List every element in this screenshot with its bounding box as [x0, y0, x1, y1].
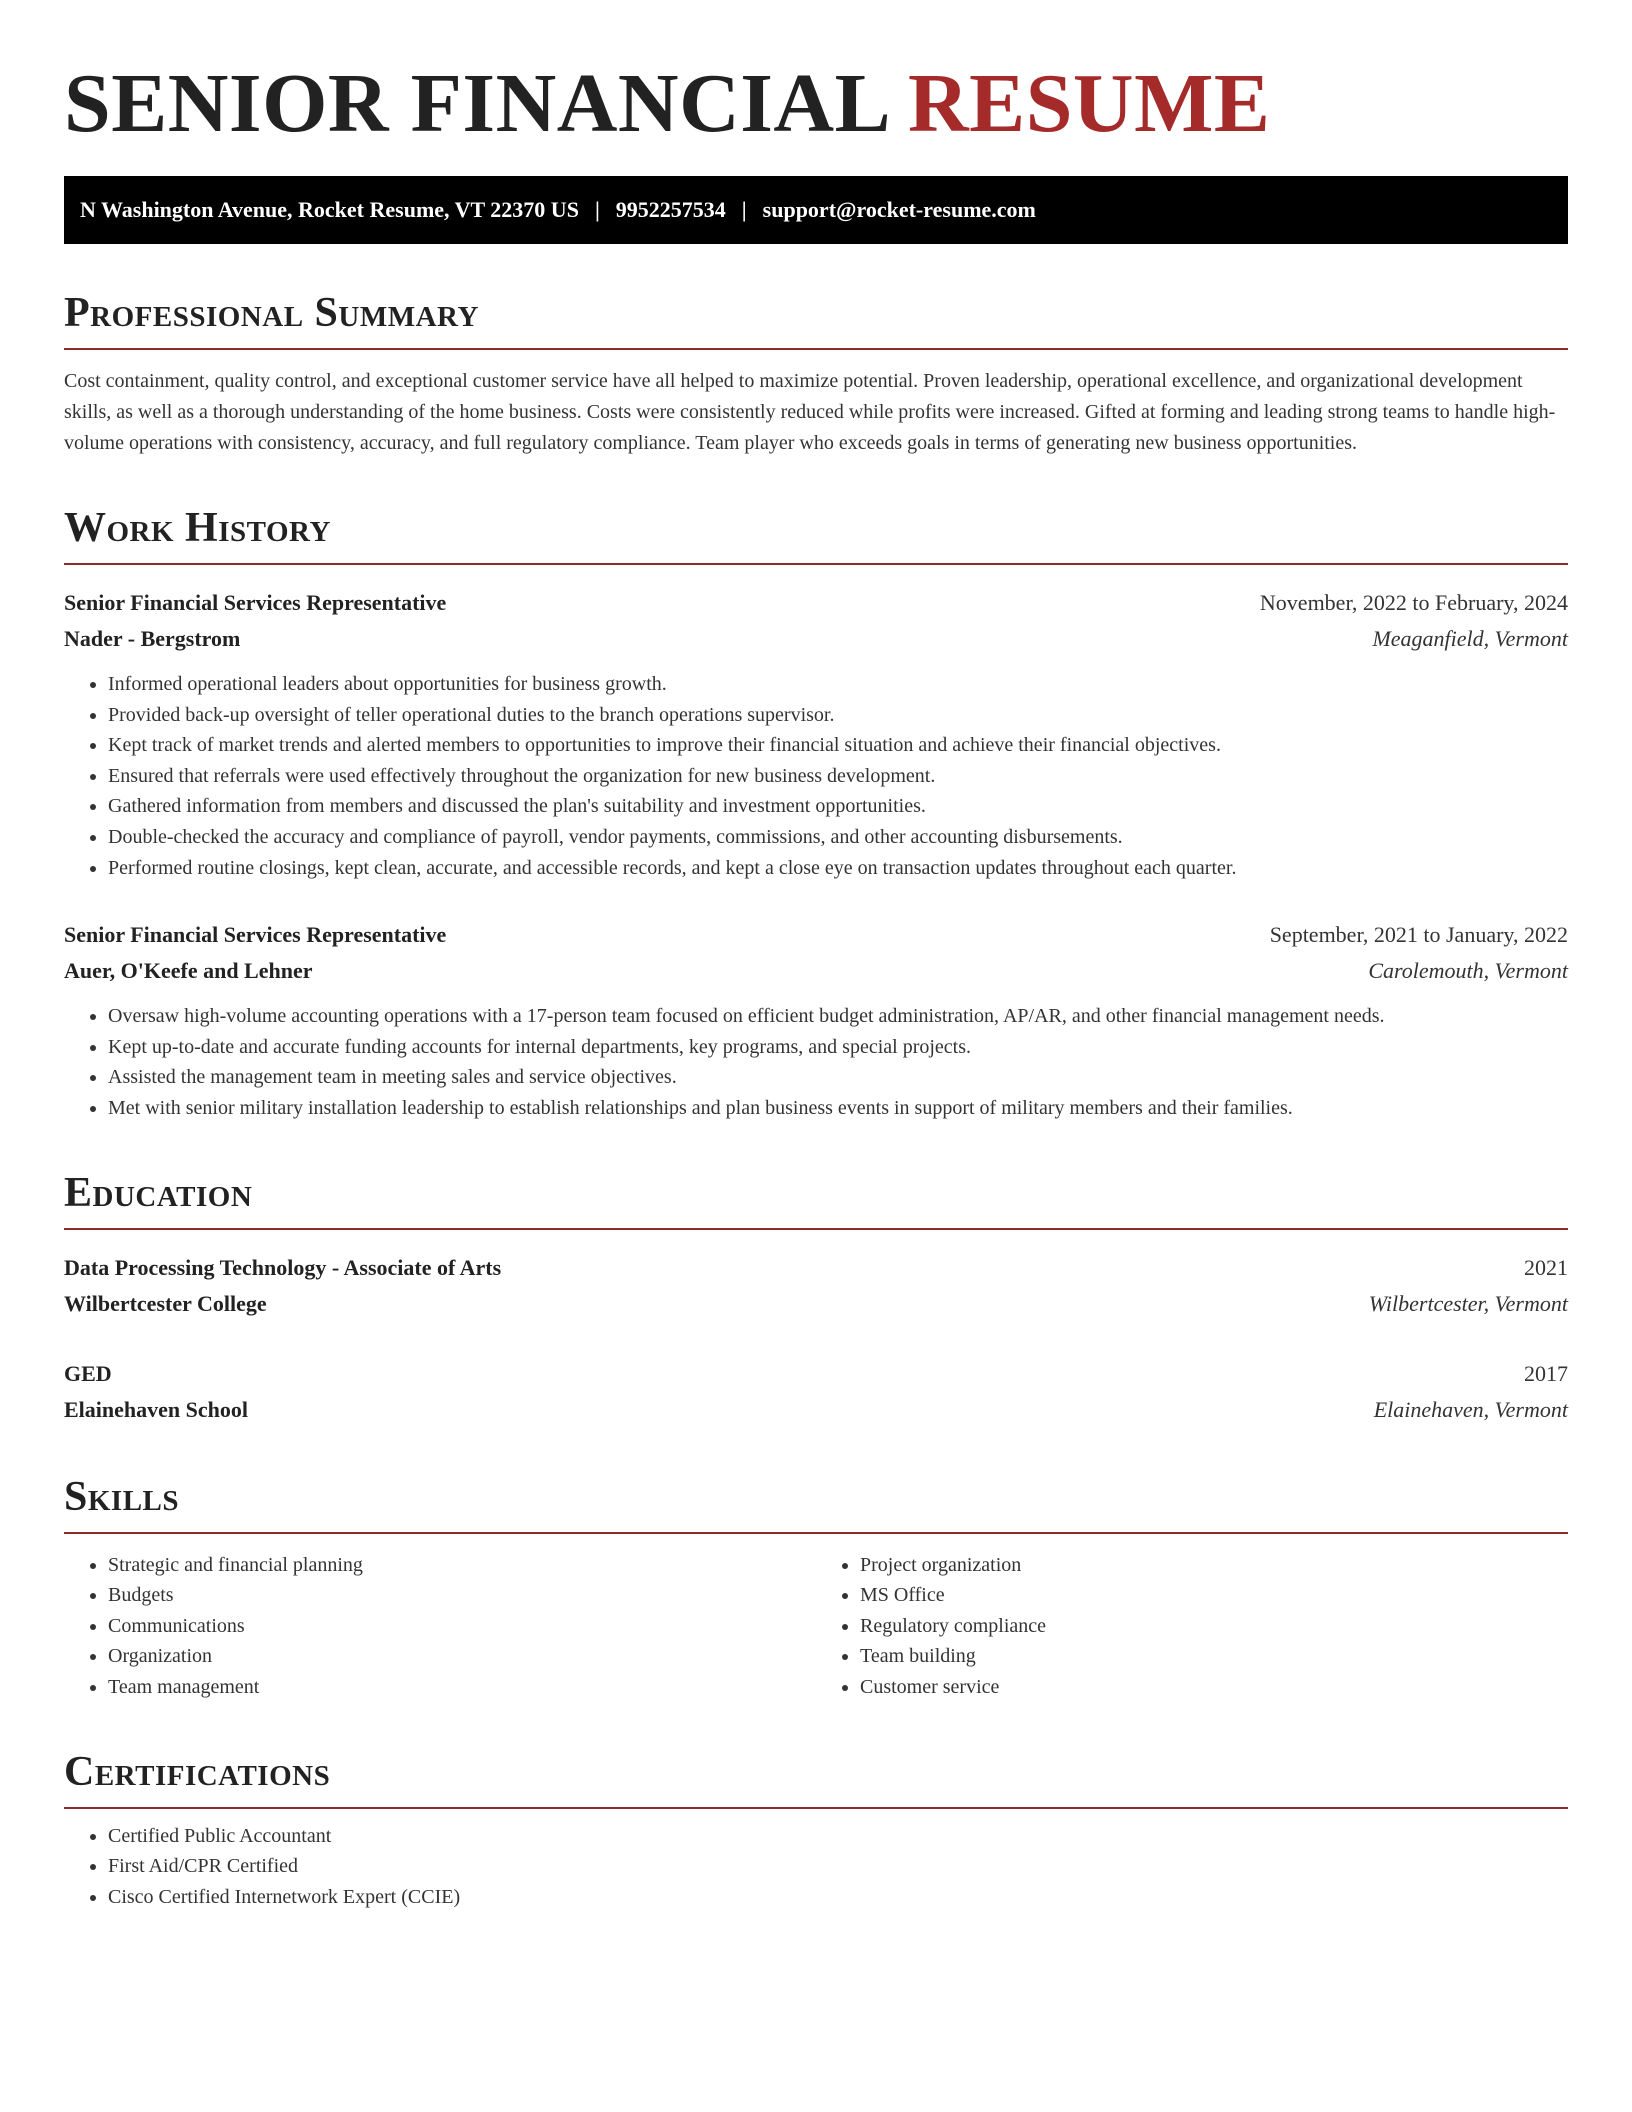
education-degree-row [64, 1250, 1568, 1286]
work-history-section [64, 503, 1568, 1124]
certification-item: • First Aid/CPR Certified [108, 1851, 1568, 1882]
job-bullet: • Provided back-up oversight of teller operational duties to the branch operations supervisor. [108, 700, 1568, 731]
contact-phone: 9952257534 [615, 197, 726, 222]
education-entry [64, 1356, 1568, 1428]
education-location: Wilbertcester, Vermont [1368, 1290, 1568, 1316]
skill-item: • Team management [108, 1672, 816, 1703]
job-bullet: • Performed routine closings, kept clean, accurate, and accessible records, and kept a close eye on transaction updates throughout each quarter. [108, 853, 1568, 884]
skill-item: • Communications [108, 1611, 816, 1642]
job-dates: November, 2022 to February, 2024 [1259, 590, 1568, 615]
education-location: Elainehaven, Vermont [1373, 1396, 1568, 1422]
resume-name [64, 56, 1568, 152]
skill-item: • Project organization [860, 1550, 1568, 1581]
job-header-row [64, 585, 1568, 621]
job-header-row [64, 917, 1568, 953]
work-history-heading: Work History [64, 505, 331, 551]
contact-separator: | [741, 197, 747, 222]
resume-name-main: SENIOR FINANCIAL [64, 57, 887, 150]
skill-item: • Regulatory compliance [860, 1611, 1568, 1642]
skills-list-right [816, 1550, 1568, 1703]
skill-item: • Organization [108, 1641, 816, 1672]
certification-item: • Certified Public Accountant [108, 1821, 1568, 1852]
skill-item: • Customer service [860, 1672, 1568, 1703]
education-entry [64, 1250, 1568, 1322]
summary-section [64, 288, 1568, 459]
resume-name-accent: RESUME [908, 57, 1271, 150]
skill-item: • MS Office [860, 1580, 1568, 1611]
education-school-row [64, 1392, 1568, 1428]
skills-section [64, 1472, 1568, 1703]
education-heading: Education [64, 1169, 253, 1216]
job-location: Carolemouth, Vermont [1368, 958, 1568, 984]
certification-item: • Cisco Certified Internetwork Expert (CCIE) [108, 1882, 1568, 1913]
job-position: Senior Financial Services Representative [64, 922, 447, 948]
education-degree-row [64, 1356, 1568, 1392]
skill-item: • Team building [860, 1641, 1568, 1672]
section-divider [64, 1228, 1568, 1230]
education-degree: Data Processing Technology - Associate of Arts [64, 1254, 502, 1280]
education-year: 2021 [1524, 1254, 1568, 1280]
summary-heading: Professional Summary [64, 290, 479, 336]
contact-separator: | [594, 197, 600, 222]
certifications-section [64, 1747, 1568, 1913]
job-bullet: • Double-checked the accuracy and compliance of payroll, vendor payments, commissions, and other accounting disbursements. [108, 822, 1568, 853]
section-divider [64, 1532, 1568, 1534]
job-company-row [64, 621, 1568, 657]
education-school: Elainehaven School [64, 1396, 248, 1422]
contact-bar [64, 176, 1568, 244]
job-entry [64, 585, 1568, 883]
education-school: Wilbertcester College [64, 1290, 267, 1316]
job-position: Senior Financial Services Representative [64, 590, 447, 615]
skill-item: • Budgets [108, 1580, 816, 1611]
job-location: Meaganfield, Vermont [1372, 626, 1568, 651]
job-company: Auer, O'Keefe and Lehner [64, 958, 313, 984]
job-bullet: • Gathered information from members and discussed the plan's suitability and investment opportunities. [108, 791, 1568, 822]
job-bullet: • Kept up-to-date and accurate funding accounts for internal departments, key programs, and special projects. [108, 1032, 1568, 1063]
job-bullet: • Ensured that referrals were used effectively throughout the organization for new business development. [108, 761, 1568, 792]
certifications-heading: Certifications [64, 1748, 331, 1795]
section-divider [64, 1807, 1568, 1809]
job-entry [64, 917, 1568, 1123]
job-bullet: • Assisted the management team in meeting sales and service objectives. [108, 1062, 1568, 1093]
section-divider [64, 348, 1568, 350]
contact-email: support@rocket-resume.com [762, 197, 1036, 222]
skills-list-left [64, 1550, 816, 1703]
education-section [64, 1168, 1568, 1428]
job-dates: September, 2021 to January, 2022 [1269, 922, 1568, 948]
section-divider [64, 563, 1568, 565]
job-bullet-list [64, 1001, 1568, 1123]
education-school-row [64, 1286, 1568, 1322]
skill-item: • Strategic and financial planning [108, 1550, 816, 1581]
job-company: Nader - Bergstrom [64, 626, 241, 651]
job-company-row [64, 953, 1568, 989]
job-bullet: • Kept track of market trends and alerted members to opportunities to improve their financial situation and achieve their financial objectives. [108, 730, 1568, 761]
job-bullet: • Informed operational leaders about opportunities for business growth. [108, 669, 1568, 700]
job-bullet: • Met with senior military installation leadership to establish relationships and plan business events in support of military members and their families. [108, 1093, 1568, 1124]
education-degree: GED [64, 1360, 112, 1386]
job-bullet-list [64, 669, 1568, 883]
certifications-list [64, 1821, 1568, 1913]
summary-text: Cost containment, quality control, and exceptional customer service have all helped to maximize potential. Proven leadership, operational excellence, and organizational development skills, as well as a thorough understanding of the home business. Costs were consistently reduced while profits were increased. Gifted at forming and leading strong teams to handle high-volume operations with consistency, accuracy, and full regulatory compliance. Team player who exceeds goals in terms of generating new business opportunities. [64, 370, 1556, 454]
contact-address: N Washington Avenue, Rocket Resume, VT 22370 US [80, 197, 579, 222]
skills-columns [64, 1550, 1568, 1703]
job-bullet: • Oversaw high-volume accounting operations with a 17-person team focused on efficient budget administration, AP/AR, and other financial management needs. [108, 1001, 1568, 1032]
education-year: 2017 [1524, 1360, 1568, 1386]
skills-heading: Skills [64, 1473, 180, 1520]
